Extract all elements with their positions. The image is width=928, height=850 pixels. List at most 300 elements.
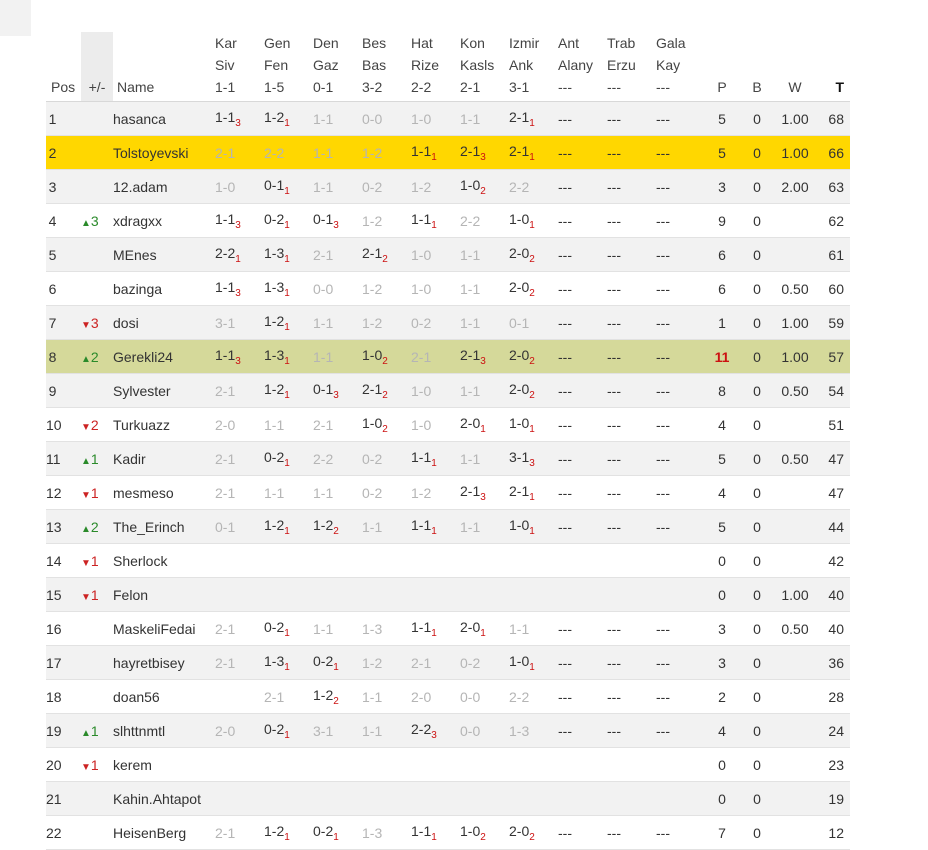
- table-row[interactable]: [46, 204, 850, 238]
- player-name[interactable]: Sherlock: [113, 544, 215, 578]
- prediction-score: ---: [607, 824, 621, 841]
- prediction-points: 2: [382, 389, 388, 401]
- prediction-score: ---: [656, 382, 670, 399]
- prediction-points: 1: [284, 389, 290, 401]
- prediction-points: 3: [235, 355, 241, 367]
- arrow-down-icon: ▼: [81, 591, 91, 603]
- prediction-score: 1-1: [411, 822, 432, 839]
- position-cell: 12: [46, 476, 81, 510]
- prediction-score: 2-1: [509, 108, 530, 125]
- prediction-cell: [411, 714, 460, 748]
- table-row[interactable]: [46, 238, 850, 272]
- prediction-cell: [313, 510, 362, 544]
- points-b-cell: 0: [739, 170, 775, 204]
- prediction-cell: [607, 238, 656, 272]
- prediction-cell: [509, 748, 558, 782]
- table-row[interactable]: [46, 136, 850, 170]
- prediction-cell: [509, 170, 558, 204]
- header-b[interactable]: B: [739, 32, 775, 102]
- prediction-cell: [362, 544, 411, 578]
- prediction-cell: [264, 102, 313, 136]
- prediction-cell: [558, 374, 607, 408]
- prediction-score: 1-2: [362, 314, 383, 331]
- prediction-cell: [411, 748, 460, 782]
- table-row[interactable]: [46, 816, 850, 850]
- prediction-points: 1: [529, 491, 535, 503]
- prediction-cell: [558, 714, 607, 748]
- prediction-cell: [460, 544, 509, 578]
- player-name[interactable]: The_Erinch: [113, 510, 215, 544]
- player-name[interactable]: Turkuazz: [113, 408, 215, 442]
- movement-cell: [81, 306, 113, 340]
- prediction-points: 1: [431, 219, 437, 231]
- prediction-cell: [558, 102, 607, 136]
- table-row[interactable]: [46, 408, 850, 442]
- prediction-cell: [362, 680, 411, 714]
- total-cell: 54: [815, 374, 850, 408]
- prediction-points: 1: [284, 627, 290, 639]
- prediction-score: ---: [558, 518, 572, 535]
- prediction-points: 1: [284, 355, 290, 367]
- prediction-cell: [215, 612, 264, 646]
- points-w-cell: 1.00: [775, 136, 815, 170]
- prediction-points: 1: [235, 253, 241, 265]
- points-b-cell: 0: [739, 816, 775, 850]
- total-cell: 23: [815, 748, 850, 782]
- player-name[interactable]: Felon: [113, 578, 215, 612]
- header-match-9[interactable]: [607, 32, 656, 102]
- header-match-7[interactable]: [509, 32, 558, 102]
- prediction-cell: [460, 204, 509, 238]
- prediction-cell: [509, 408, 558, 442]
- player-name[interactable]: Gerekli24: [113, 340, 215, 374]
- position-cell: 10: [46, 408, 81, 442]
- prediction-score: 1-1: [460, 314, 481, 331]
- points-b-cell: 0: [739, 102, 775, 136]
- prediction-cell: [607, 442, 656, 476]
- player-name[interactable]: Kadir: [113, 442, 215, 476]
- prediction-cell: [411, 544, 460, 578]
- prediction-cell: [460, 238, 509, 272]
- points-p-cell: 9: [705, 204, 739, 238]
- points-p-cell: 4: [705, 476, 739, 510]
- prediction-cell: [362, 476, 411, 510]
- top-left-panel: [0, 0, 31, 36]
- prediction-cell: [215, 680, 264, 714]
- prediction-cell: [460, 272, 509, 306]
- player-name[interactable]: MEnes: [113, 238, 215, 272]
- prediction-cell: [313, 306, 362, 340]
- prediction-points: 1: [333, 661, 339, 673]
- header-t[interactable]: T: [815, 32, 850, 102]
- prediction-cell: [264, 646, 313, 680]
- prediction-cell: [411, 374, 460, 408]
- table-row[interactable]: [46, 102, 850, 136]
- position-cell: 3: [46, 170, 81, 204]
- prediction-score: 2-1: [460, 346, 481, 363]
- prediction-cell: [656, 374, 705, 408]
- prediction-score: 1-0: [509, 414, 530, 431]
- total-cell: 68: [815, 102, 850, 136]
- prediction-cell: [313, 204, 362, 238]
- prediction-score: 1-1: [313, 484, 334, 501]
- table-row[interactable]: [46, 442, 850, 476]
- prediction-cell: [607, 374, 656, 408]
- prediction-points: 1: [284, 253, 290, 265]
- player-name[interactable]: hayretbisey: [113, 646, 215, 680]
- total-cell: 47: [815, 442, 850, 476]
- prediction-score: 0-2: [264, 448, 285, 465]
- prediction-score: 0-1: [509, 314, 530, 331]
- position-cell: 20: [46, 748, 81, 782]
- position-cell: 7: [46, 306, 81, 340]
- prediction-cell: [607, 510, 656, 544]
- prediction-score: 2-0: [509, 380, 530, 397]
- player-name[interactable]: hasanca: [113, 102, 215, 136]
- table-row[interactable]: [46, 680, 850, 714]
- player-name[interactable]: kerem: [113, 748, 215, 782]
- player-name[interactable]: HeisenBerg: [113, 816, 215, 850]
- prediction-score: ---: [558, 484, 572, 501]
- prediction-cell: [509, 306, 558, 340]
- header-pos[interactable]: Pos: [46, 32, 81, 102]
- points-w-cell: [775, 476, 815, 510]
- prediction-cell: [607, 136, 656, 170]
- prediction-score: 1-2: [362, 212, 383, 229]
- prediction-cell: [362, 578, 411, 612]
- prediction-score: 3-1: [215, 314, 236, 331]
- points-b-cell: 0: [739, 680, 775, 714]
- total-cell: 40: [815, 612, 850, 646]
- table-row[interactable]: [46, 544, 850, 578]
- prediction-points: 1: [529, 219, 535, 231]
- prediction-score: 1-1: [362, 688, 383, 705]
- prediction-cell: [362, 136, 411, 170]
- prediction-score: 1-1: [215, 210, 236, 227]
- prediction-score: ---: [656, 110, 670, 127]
- prediction-score: 1-1: [264, 484, 285, 501]
- prediction-score: ---: [656, 824, 670, 841]
- position-cell: 21: [46, 782, 81, 816]
- prediction-score: ---: [558, 314, 572, 331]
- prediction-score: 0-0: [362, 110, 383, 127]
- prediction-points: 1: [431, 151, 437, 163]
- prediction-score: 1-0: [411, 280, 432, 297]
- prediction-score: 1-2: [264, 822, 285, 839]
- prediction-score: ---: [558, 280, 572, 297]
- prediction-points: 2: [529, 355, 535, 367]
- prediction-cell: [558, 340, 607, 374]
- prediction-cell: [607, 578, 656, 612]
- prediction-points: 2: [382, 355, 388, 367]
- prediction-score: 1-0: [411, 110, 432, 127]
- player-name[interactable]: Tolstoyevski: [113, 136, 215, 170]
- header-match-4[interactable]: [362, 32, 411, 102]
- points-w-cell: [775, 510, 815, 544]
- prediction-cell: [215, 816, 264, 850]
- prediction-score: ---: [656, 688, 670, 705]
- prediction-cell: [607, 340, 656, 374]
- prediction-score: 2-1: [215, 620, 236, 637]
- arrow-down-icon: ▼: [81, 489, 91, 501]
- points-w-cell: 1.00: [775, 340, 815, 374]
- player-name[interactable]: MaskeliFedai: [113, 612, 215, 646]
- position-cell: 14: [46, 544, 81, 578]
- table-row[interactable]: [46, 612, 850, 646]
- arrow-up-icon: ▲: [81, 455, 91, 467]
- prediction-cell: [313, 102, 362, 136]
- position-cell: 19: [46, 714, 81, 748]
- movement-value: 1: [90, 484, 99, 501]
- points-b-cell: 0: [739, 204, 775, 238]
- header-match-1[interactable]: [215, 32, 264, 102]
- points-p-cell: 3: [705, 170, 739, 204]
- prediction-score: ---: [558, 824, 572, 841]
- prediction-score: 3-1: [313, 722, 334, 739]
- points-p-cell: 3: [705, 646, 739, 680]
- movement-value: 2: [90, 348, 99, 365]
- points-b-cell: 0: [739, 442, 775, 476]
- movement-cell: [81, 476, 113, 510]
- points-p-cell: 1: [705, 306, 739, 340]
- prediction-cell: [509, 578, 558, 612]
- header-match-8[interactable]: [558, 32, 607, 102]
- prediction-points: 1: [529, 661, 535, 673]
- prediction-points: 3: [333, 219, 339, 231]
- movement-value: 1: [90, 722, 99, 739]
- prediction-score: 2-0: [509, 244, 530, 261]
- prediction-score: 1-1: [460, 110, 481, 127]
- prediction-score: 2-2: [509, 688, 530, 705]
- header-match-10[interactable]: [656, 32, 705, 102]
- prediction-cell: [313, 714, 362, 748]
- prediction-cell: [215, 578, 264, 612]
- prediction-cell: [362, 306, 411, 340]
- table-row[interactable]: [46, 170, 850, 204]
- prediction-score: ---: [656, 450, 670, 467]
- player-name[interactable]: Sylvester: [113, 374, 215, 408]
- prediction-cell: [215, 510, 264, 544]
- points-b-cell: 0: [739, 510, 775, 544]
- movement-cell: [81, 340, 113, 374]
- table-row[interactable]: [46, 578, 850, 612]
- player-name[interactable]: 12.adam: [113, 170, 215, 204]
- prediction-score: ---: [656, 620, 670, 637]
- player-name[interactable]: slhttnmtl: [113, 714, 215, 748]
- points-w-cell: 0.50: [775, 442, 815, 476]
- player-name[interactable]: bazinga: [113, 272, 215, 306]
- prediction-points: 3: [480, 151, 486, 163]
- prediction-score: 3-1: [509, 448, 530, 465]
- points-b-cell: 0: [739, 272, 775, 306]
- total-cell: 57: [815, 340, 850, 374]
- movement-cell: [81, 408, 113, 442]
- header-match-6[interactable]: [460, 32, 509, 102]
- prediction-score: ---: [607, 178, 621, 195]
- player-name[interactable]: mesmeso: [113, 476, 215, 510]
- prediction-points: 3: [529, 457, 535, 469]
- prediction-points: 1: [284, 287, 290, 299]
- match-line-2: Ank: [509, 57, 534, 73]
- prediction-score: ---: [558, 110, 572, 127]
- prediction-score: 0-1: [313, 210, 334, 227]
- prediction-cell: [411, 816, 460, 850]
- prediction-score: 1-1: [215, 278, 236, 295]
- prediction-score: 2-2: [509, 178, 530, 195]
- prediction-cell: [460, 816, 509, 850]
- prediction-score: 1-2: [264, 516, 285, 533]
- prediction-points: 1: [284, 321, 290, 333]
- prediction-score: 2-2: [264, 144, 285, 161]
- prediction-score: 2-1: [313, 416, 334, 433]
- movement-value: 3: [90, 314, 99, 331]
- header-match-5[interactable]: [411, 32, 460, 102]
- prediction-cell: [215, 272, 264, 306]
- movement-value: 1: [90, 552, 99, 569]
- prediction-score: 1-3: [264, 244, 285, 261]
- match-line-1: Den: [313, 35, 339, 51]
- prediction-cell: [362, 170, 411, 204]
- prediction-cell: [509, 816, 558, 850]
- points-p-cell: 5: [705, 442, 739, 476]
- prediction-score: ---: [558, 144, 572, 161]
- prediction-cell: [264, 680, 313, 714]
- match-line-2: Kasls: [460, 57, 495, 73]
- points-p-cell: 2: [705, 680, 739, 714]
- header-name[interactable]: Name: [113, 32, 215, 102]
- points-p-cell: 6: [705, 272, 739, 306]
- prediction-cell: [509, 544, 558, 578]
- prediction-cell: [558, 748, 607, 782]
- header-match-2[interactable]: [264, 32, 313, 102]
- prediction-cell: [362, 102, 411, 136]
- prediction-score: ---: [607, 654, 621, 671]
- prediction-cell: [460, 442, 509, 476]
- match-line-1: Trab: [607, 35, 636, 51]
- movement-cell: [81, 102, 113, 136]
- prediction-cell: [264, 442, 313, 476]
- prediction-cell: [656, 680, 705, 714]
- prediction-cell: [656, 204, 705, 238]
- prediction-cell: [411, 578, 460, 612]
- prediction-cell: [411, 204, 460, 238]
- prediction-score: 1-1: [362, 722, 383, 739]
- prediction-cell: [264, 306, 313, 340]
- prediction-cell: [362, 782, 411, 816]
- prediction-cell: [558, 612, 607, 646]
- prediction-score: 2-0: [460, 618, 481, 635]
- prediction-score: 1-1: [313, 314, 334, 331]
- table-row[interactable]: [46, 272, 850, 306]
- arrow-down-icon: ▼: [81, 557, 91, 569]
- table-row[interactable]: [46, 306, 850, 340]
- prediction-score: 2-1: [411, 654, 432, 671]
- prediction-cell: [558, 408, 607, 442]
- match-result: 3-1: [509, 79, 530, 95]
- prediction-score: 2-0: [215, 416, 236, 433]
- movement-cell: [81, 782, 113, 816]
- prediction-score: 1-1: [215, 346, 236, 363]
- prediction-cell: [362, 646, 411, 680]
- prediction-cell: [264, 612, 313, 646]
- prediction-cell: [411, 102, 460, 136]
- prediction-cell: [215, 374, 264, 408]
- match-result: ---: [607, 79, 621, 95]
- prediction-cell: [313, 238, 362, 272]
- prediction-cell: [607, 782, 656, 816]
- table-row[interactable]: [46, 748, 850, 782]
- prediction-cell: [460, 680, 509, 714]
- movement-cell: [81, 374, 113, 408]
- total-cell: 61: [815, 238, 850, 272]
- prediction-cell: [656, 578, 705, 612]
- table-row[interactable]: [46, 476, 850, 510]
- points-w-cell: [775, 646, 815, 680]
- table-row[interactable]: [46, 340, 850, 374]
- table-row[interactable]: [46, 510, 850, 544]
- prediction-score: 1-2: [362, 654, 383, 671]
- player-name[interactable]: doan56: [113, 680, 215, 714]
- prediction-score: 1-1: [460, 382, 481, 399]
- header-match-3[interactable]: [313, 32, 362, 102]
- player-name[interactable]: dosi: [113, 306, 215, 340]
- prediction-score: ---: [558, 382, 572, 399]
- table-row[interactable]: [46, 714, 850, 748]
- prediction-cell: [264, 510, 313, 544]
- prediction-cell: [411, 306, 460, 340]
- prediction-cell: [264, 782, 313, 816]
- header-w[interactable]: W: [775, 32, 815, 102]
- prediction-points: 1: [529, 117, 535, 129]
- prediction-cell: [509, 272, 558, 306]
- prediction-score: 1-2: [411, 178, 432, 195]
- prediction-score: ---: [656, 484, 670, 501]
- prediction-cell: [558, 272, 607, 306]
- prediction-cell: [411, 272, 460, 306]
- table-row[interactable]: [46, 374, 850, 408]
- match-result: 3-2: [362, 79, 383, 95]
- prediction-score: 0-1: [264, 176, 285, 193]
- prediction-score: ---: [607, 620, 621, 637]
- prediction-cell: [558, 680, 607, 714]
- total-cell: 63: [815, 170, 850, 204]
- prediction-cell: [215, 170, 264, 204]
- prediction-points: 2: [529, 287, 535, 299]
- points-w-cell: 0.50: [775, 272, 815, 306]
- header-p[interactable]: P: [705, 32, 739, 102]
- prediction-cell: [362, 374, 411, 408]
- match-line-1: Gen: [264, 35, 291, 51]
- prediction-points: 1: [284, 831, 290, 843]
- prediction-cell: [411, 476, 460, 510]
- match-line-1: Gala: [656, 35, 686, 51]
- prediction-score: 1-2: [362, 144, 383, 161]
- points-w-cell: 1.00: [775, 102, 815, 136]
- table-row[interactable]: [46, 646, 850, 680]
- player-name[interactable]: Kahin.Ahtapot: [113, 782, 215, 816]
- prediction-cell: [215, 544, 264, 578]
- position-cell: 2: [46, 136, 81, 170]
- prediction-cell: [313, 136, 362, 170]
- prediction-cell: [362, 238, 411, 272]
- prediction-score: ---: [656, 314, 670, 331]
- prediction-cell: [460, 748, 509, 782]
- header-movement[interactable]: +/-: [81, 32, 113, 102]
- table-row[interactable]: [46, 782, 850, 816]
- player-name[interactable]: xdragxx: [113, 204, 215, 238]
- prediction-cell: [264, 748, 313, 782]
- prediction-score: 2-1: [264, 688, 285, 705]
